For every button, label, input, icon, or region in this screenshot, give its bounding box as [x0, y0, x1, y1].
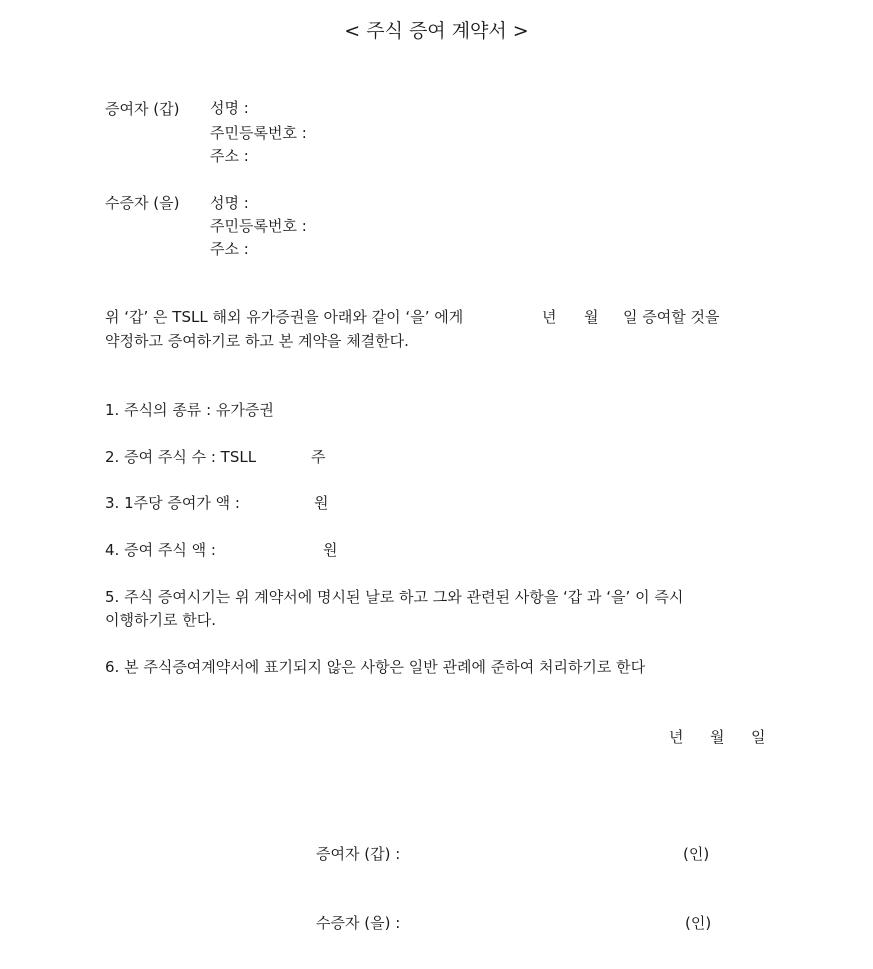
clause-5-line-1: 5. 주식 증여시기는 위 계약서에 명시된 날로 하고 그와 관련된 사항을 ‘갑 과 ‘을’ 이 즉시: [105, 588, 684, 606]
intro-month-label: 월: [584, 308, 599, 326]
donee-role-label: 수증자 (을): [105, 194, 180, 212]
intro-line-2: 약정하고 증여하기로 하고 본 계약을 체결한다.: [105, 332, 409, 350]
clause-4-unit: 원: [323, 541, 338, 559]
document-title: < 주식 증여 계약서 >: [344, 20, 529, 42]
clause-4-label: 4. 증여 주식 액 :: [105, 541, 216, 559]
intro-year-label: 년: [542, 308, 557, 326]
donee-address-field: 주소 :: [210, 240, 249, 258]
donee-name-field: 성명 :: [210, 194, 249, 212]
donor-signature-label: 증여자 (갑) :: [316, 845, 401, 863]
intro-day-text: 일 증여할 것을: [623, 308, 720, 326]
donor-seal-mark: (인): [683, 845, 710, 863]
donee-signature-label: 수증자 (을) :: [316, 914, 401, 932]
intro-line-1: 위 ‘갑’ 은 TSLL 해외 유가증권을 아래와 같이 ‘을’ 에게: [105, 308, 464, 326]
donee-id-field: 주민등록번호 :: [210, 217, 307, 235]
clause-2-unit: 주: [311, 448, 326, 466]
donee-seal-mark: (인): [685, 914, 712, 932]
date-day-label: 일: [751, 728, 766, 746]
donor-id-field: 주민등록번호 :: [210, 124, 307, 142]
donor-role-label: 증여자 (갑): [105, 100, 180, 118]
clause-1: 1. 주식의 종류 : 유가증권: [105, 401, 274, 419]
clause-3-label: 3. 1주당 증여가 액 :: [105, 494, 240, 512]
donor-name-field: 성명 :: [210, 99, 249, 117]
clause-5-line-2: 이행하기로 한다.: [105, 611, 216, 629]
clause-2-label: 2. 증여 주식 수 : TSLL: [105, 448, 257, 466]
donor-address-field: 주소 :: [210, 147, 249, 165]
date-year-label: 년: [669, 728, 684, 746]
clause-6: 6. 본 주식증여계약서에 표기되지 않은 사항은 일반 관례에 준하여 처리하기로 한다: [105, 658, 646, 676]
clause-3-unit: 원: [314, 494, 329, 512]
date-month-label: 월: [710, 728, 725, 746]
